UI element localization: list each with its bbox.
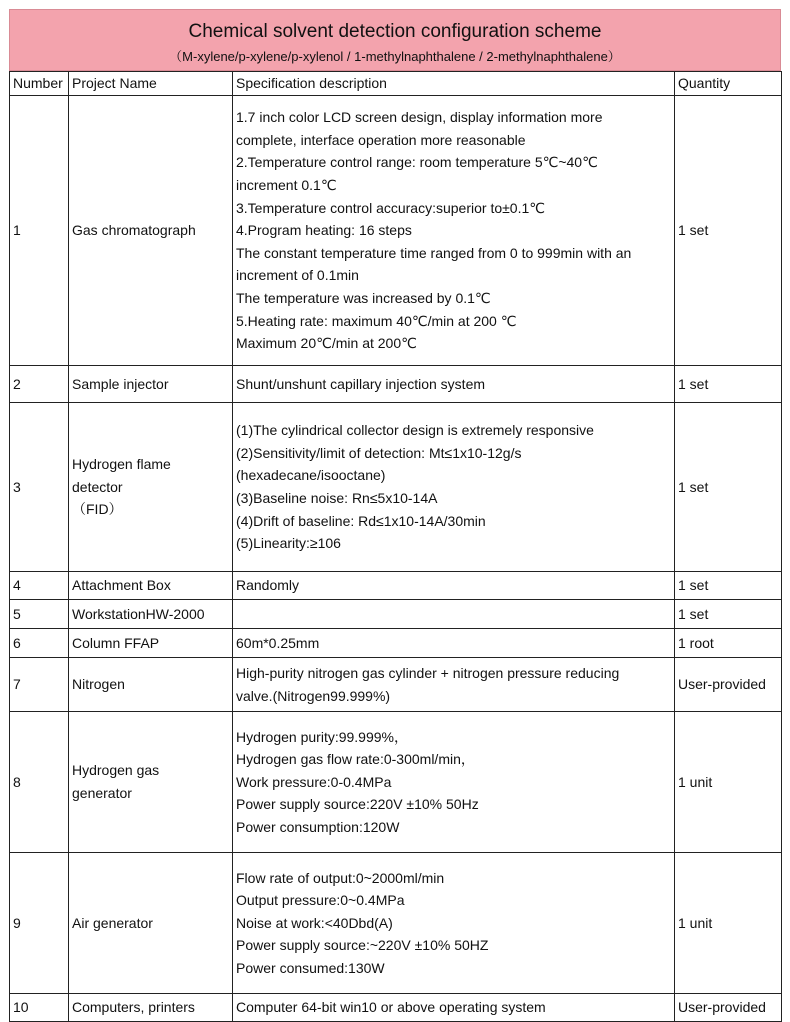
header-number: Number: [10, 72, 69, 96]
row-project-name: [69, 629, 233, 658]
specification-line: valve.(Nitrogen99.999%): [236, 687, 391, 704]
specification-line: Output pressure:0~0.4MPa: [236, 892, 405, 909]
config-table: [9, 71, 782, 1022]
table-row: [10, 96, 782, 366]
specification-line: Randomly: [236, 577, 300, 594]
row-number: 8: [10, 712, 69, 853]
specification-line: The constant temperature time ranged from 0 to 999min with an: [236, 244, 632, 261]
row-specification: [233, 712, 675, 853]
specification-line: increment of 0.1min: [236, 267, 359, 284]
specification-line: (1)The cylindrical collector design is extremely responsive: [236, 422, 594, 439]
table-row: [10, 572, 782, 600]
specification-line: Hydrogen gas flow rate:0-300ml/min，: [236, 751, 475, 768]
row-project-name: [69, 96, 233, 366]
project-name-line: Hydrogen gas: [72, 762, 160, 779]
row-number: 2: [10, 366, 69, 403]
table-row: [10, 712, 782, 853]
row-specification: [233, 600, 675, 629]
row-number: 7: [10, 658, 69, 712]
row-number: 1: [10, 96, 69, 366]
project-name-line: （FID）: [72, 501, 123, 518]
row-project-name: [69, 572, 233, 600]
specification-line: 1.7 inch color LCD screen design, display information more: [236, 109, 603, 126]
row-specification: [233, 853, 675, 994]
title-banner: [9, 9, 781, 71]
row-number: 6: [10, 629, 69, 658]
row-project-name: [69, 403, 233, 572]
row-specification: [233, 96, 675, 366]
row-project-name: [69, 366, 233, 403]
row-quantity: 1 set: [675, 600, 782, 629]
specification-line: Power consumed:130W: [236, 959, 385, 976]
specification-line: Flow rate of output:0~2000ml/min: [236, 869, 445, 886]
row-quantity: 1 unit: [675, 712, 782, 853]
table-header-row: [10, 72, 782, 96]
specification-line: Power supply source:220V ±10% 50Hz: [236, 796, 479, 813]
specification-line: complete, interface operation more reasonable: [236, 131, 526, 148]
header-quantity: Quantity: [675, 72, 782, 96]
row-quantity: 1 set: [675, 572, 782, 600]
project-name-line: generator: [72, 785, 132, 801]
table-row: [10, 629, 782, 658]
specification-line: (4)Drift of baseline: Rd≤1x10-14A/30min: [236, 512, 486, 529]
row-specification: [233, 572, 675, 600]
row-specification: [233, 366, 675, 403]
specification-line: Shunt/unshunt capillary injection system: [236, 375, 486, 392]
row-quantity: User-provided: [675, 658, 782, 712]
table-row: [10, 658, 782, 712]
row-project-name: [69, 600, 233, 629]
project-name-line: Gas chromatograph: [72, 222, 196, 239]
project-name-line: WorkstationHW-2000: [72, 605, 205, 622]
project-name-line: Air generator: [72, 914, 153, 931]
project-name-line: Sample injector: [72, 375, 169, 392]
row-number: 10: [10, 994, 69, 1022]
project-name-line: Computers, printers: [72, 999, 195, 1016]
table-row: [10, 853, 782, 994]
specification-line: Noise at work:<40Dbd(A): [236, 914, 393, 931]
row-quantity: 1 set: [675, 96, 782, 366]
row-specification: [233, 403, 675, 572]
header-specification: Specification description: [233, 72, 675, 96]
specification-line: Hydrogen purity:99.999%，: [236, 728, 408, 745]
row-project-name: [69, 712, 233, 853]
specification-line: Computer 64-bit win10 or above operating system: [236, 999, 546, 1016]
project-name-line: Hydrogen flame: [72, 456, 171, 473]
config-sheet: [9, 9, 781, 1022]
specification-line: The temperature was increased by 0.1℃: [236, 289, 491, 306]
specification-line: 3.Temperature control accuracy:superior to±0.1℃: [236, 199, 545, 216]
project-name-line: Attachment Box: [72, 577, 171, 594]
specification-line: 60m*0.25mm: [236, 634, 320, 651]
document-title: Chemical solvent detection configuration scheme: [188, 21, 602, 42]
specification-line: (2)Sensitivity/limit of detection: Mt≤1x10-12g/s: [236, 444, 522, 461]
specification-line: increment 0.1℃: [236, 177, 337, 194]
row-quantity: 1 unit: [675, 853, 782, 994]
row-number: 4: [10, 572, 69, 600]
row-specification: [233, 629, 675, 658]
specification-line: 2.Temperature control range: room temperature 5℃~40℃: [236, 154, 598, 171]
row-project-name: [69, 994, 233, 1022]
document-subtitle: （M-xylene/p-xylene/p-xylenol / 1-methylnaphthalene / 2-methylnaphthalene）: [169, 49, 621, 64]
table-row: [10, 994, 782, 1022]
row-number: 3: [10, 403, 69, 572]
row-quantity: 1 set: [675, 366, 782, 403]
specification-line: (3)Baseline noise: Rn≤5x10-14A: [236, 490, 438, 506]
project-name-line: Column FFAP: [72, 634, 160, 651]
row-specification: [233, 658, 675, 712]
header-project-name: Project Name: [69, 72, 233, 96]
project-name-line: Nitrogen: [72, 676, 125, 693]
project-name-line: detector: [72, 478, 123, 495]
row-number: 9: [10, 853, 69, 994]
row-number: 5: [10, 600, 69, 629]
row-project-name: [69, 658, 233, 712]
row-quantity: 1 root: [675, 629, 782, 658]
table-row: [10, 600, 782, 629]
row-quantity: User-provided: [675, 994, 782, 1022]
specification-line: (hexadecane/isooctane): [236, 467, 386, 484]
specification-line: 4.Program heating: 16 steps: [236, 222, 412, 239]
specification-line: 5.Heating rate: maximum 40℃/min at 200 ℃: [236, 312, 517, 329]
table-row: [10, 366, 782, 403]
table-row: [10, 403, 782, 572]
specification-line: Power supply source:~220V ±10% 50HZ: [236, 937, 489, 954]
row-specification: [233, 994, 675, 1022]
specification-line: High-purity nitrogen gas cylinder + nitrogen pressure reducing: [236, 664, 620, 681]
row-project-name: [69, 853, 233, 994]
specification-line: (5)Linearity:≥106: [236, 535, 341, 552]
specification-line: Work pressure:0-0.4MPa: [236, 773, 392, 790]
row-quantity: 1 set: [675, 403, 782, 572]
specification-line: Power consumption:120W: [236, 818, 400, 835]
specification-line: Maximum 20℃/min at 200℃: [236, 335, 417, 352]
